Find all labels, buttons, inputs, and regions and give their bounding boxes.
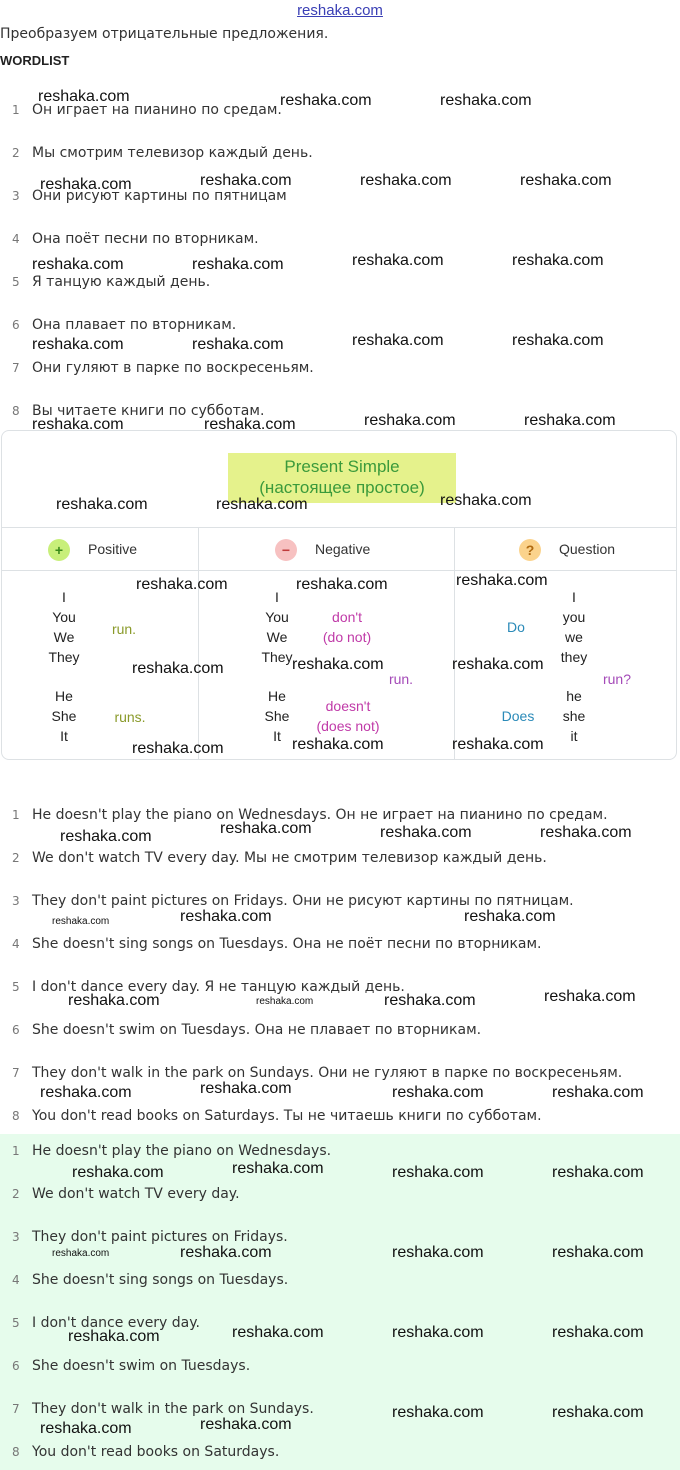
watermark: reshaka.com xyxy=(68,992,160,1009)
watermark: reshaka.com xyxy=(192,336,284,353)
item-text: She doesn't swim on Tuesdays. Она не плавает по вторникам. xyxy=(32,1022,482,1038)
positive-label: Positive xyxy=(88,541,138,557)
watermark: reshaka.com xyxy=(392,1084,484,1101)
watermark: reshaka.com xyxy=(200,172,292,189)
item-number: 3 xyxy=(12,1230,20,1244)
item-text: Я танцую каждый день. xyxy=(32,274,211,290)
item-text: They don't paint pictures on Fridays. xyxy=(32,1229,288,1245)
watermark: reshaka.com xyxy=(232,1160,324,1177)
question-header xyxy=(519,539,659,563)
item-text: You don't read books on Saturdays. Ты не читаешь книги по субботам. xyxy=(32,1108,542,1124)
watermark: reshaka.com xyxy=(40,1084,132,1101)
verb-run: run. xyxy=(111,621,137,637)
question-icon: ? xyxy=(519,539,541,561)
watermark: reshaka.com xyxy=(452,656,544,673)
item-text: I don't dance every day. Я не танцую каждый день. xyxy=(32,979,405,995)
doesnt-form: doesn't (does not) xyxy=(316,698,380,734)
pronoun-group: he she it xyxy=(562,688,586,744)
watermark: reshaka.com xyxy=(132,740,224,757)
watermark: reshaka.com xyxy=(32,336,124,353)
watermark: reshaka.com xyxy=(40,1420,132,1437)
item-number: 5 xyxy=(12,1316,20,1330)
item-text: She doesn't sing songs on Tuesdays. Она не поёт песни по вторникам. xyxy=(32,936,542,952)
item-number: 4 xyxy=(12,937,20,951)
watermark: reshaka.com xyxy=(392,1404,484,1421)
watermark: reshaka.com xyxy=(200,1080,292,1097)
item-text: We don't watch TV every day. Мы не смотрим телевизор каждый день. xyxy=(32,850,547,866)
do-auxiliary: Do xyxy=(507,619,525,635)
watermark: reshaka.com xyxy=(180,908,272,925)
watermark: reshaka.com xyxy=(256,996,314,1007)
pronoun-group: He She It xyxy=(264,688,290,744)
does-auxiliary: Does xyxy=(501,708,535,724)
watermark: reshaka.com xyxy=(440,92,532,109)
pronoun-group: He She It xyxy=(51,688,77,744)
watermark: reshaka.com xyxy=(136,576,228,593)
item-text: I don't dance every day. xyxy=(32,1315,200,1331)
watermark: reshaka.com xyxy=(524,412,616,429)
item-number: 5 xyxy=(12,275,20,289)
item-number: 6 xyxy=(12,1359,20,1373)
watermark: reshaka.com xyxy=(52,916,110,927)
verb-run: run. xyxy=(388,671,414,687)
divider xyxy=(2,527,676,528)
item-number: 8 xyxy=(12,1445,20,1459)
watermark: reshaka.com xyxy=(72,1164,164,1181)
divider xyxy=(454,527,455,759)
item-text: Она поёт песни по вторникам. xyxy=(32,231,259,247)
item-number: 2 xyxy=(12,851,20,865)
item-text: Они рисуют картины по пятницам xyxy=(32,188,287,204)
watermark: reshaka.com xyxy=(216,496,308,513)
pronoun-group: I You We They xyxy=(261,589,293,665)
watermark: reshaka.com xyxy=(452,736,544,753)
item-number: 3 xyxy=(12,189,20,203)
item-number: 7 xyxy=(12,1066,20,1080)
task-instruction: Преобразуем отрицательные предложения. xyxy=(0,26,329,42)
watermark: reshaka.com xyxy=(440,492,532,509)
watermark: reshaka.com xyxy=(552,1084,644,1101)
watermark: reshaka.com xyxy=(32,256,124,273)
item-text: He doesn't play the piano on Wednesdays. xyxy=(32,1143,332,1159)
watermark: reshaka.com xyxy=(512,332,604,349)
item-text: They don't walk in the park on Sundays. xyxy=(32,1401,314,1417)
watermark: reshaka.com xyxy=(60,828,152,845)
item-text: Вы читаете книги по субботам. xyxy=(32,403,265,419)
watermark: reshaka.com xyxy=(392,1244,484,1261)
watermark: reshaka.com xyxy=(384,992,476,1009)
item-number: 8 xyxy=(12,404,20,418)
watermark: reshaka.com xyxy=(392,1324,484,1341)
item-number: 8 xyxy=(12,1109,20,1123)
question-label: Question xyxy=(559,541,616,557)
item-number: 6 xyxy=(12,318,20,332)
watermark: reshaka.com xyxy=(232,1324,324,1341)
watermark: reshaka.com xyxy=(352,332,444,349)
watermark: reshaka.com xyxy=(552,1164,644,1181)
watermark: reshaka.com xyxy=(180,1244,272,1261)
item-text: She doesn't sing songs on Tuesdays. xyxy=(32,1272,289,1288)
item-number: 2 xyxy=(12,1187,20,1201)
wordlist-link[interactable]: WORDLIST xyxy=(0,53,70,68)
item-number: 7 xyxy=(12,1402,20,1416)
item-number: 6 xyxy=(12,1023,20,1037)
item-text: We don't watch TV every day. xyxy=(32,1186,240,1202)
watermark: reshaka.com xyxy=(552,1404,644,1421)
title-line-1: Present Simple xyxy=(284,457,400,476)
watermark: reshaka.com xyxy=(464,908,556,925)
verb-run-question: run? xyxy=(602,671,632,687)
item-number: 7 xyxy=(12,361,20,375)
watermark: reshaka.com xyxy=(68,1328,160,1345)
watermark: reshaka.com xyxy=(280,92,372,109)
item-number: 1 xyxy=(12,1144,20,1158)
watermark: reshaka.com xyxy=(220,820,312,837)
watermark: reshaka.com xyxy=(540,824,632,841)
item-text: Он играет на пианино по средам. xyxy=(32,102,282,118)
watermark: reshaka.com xyxy=(200,1416,292,1433)
watermark: reshaka.com xyxy=(38,88,130,105)
verb-runs: runs. xyxy=(114,709,146,725)
dont-form: don't (do not) xyxy=(322,609,372,645)
item-text: Она плавает по вторникам. xyxy=(32,317,237,333)
watermark: reshaka.com xyxy=(292,736,384,753)
watermark: reshaka.com xyxy=(380,824,472,841)
divider xyxy=(2,570,676,571)
watermark: reshaka.com xyxy=(296,576,388,593)
present-simple-table xyxy=(1,430,677,760)
watermark: reshaka.com xyxy=(52,1248,110,1259)
watermark: reshaka.com xyxy=(552,1324,644,1341)
watermark: reshaka.com xyxy=(56,496,148,513)
watermark: reshaka.com xyxy=(192,256,284,273)
divider xyxy=(198,527,199,759)
watermark: reshaka.com xyxy=(40,176,132,193)
watermark: reshaka.com xyxy=(512,252,604,269)
watermark: reshaka.com xyxy=(456,572,548,589)
item-text: He doesn't play the piano on Wednesdays. Он не играет на пианино по средам. xyxy=(32,807,608,823)
minus-icon: − xyxy=(275,539,297,561)
item-number: 1 xyxy=(12,808,20,822)
watermark: reshaka.com xyxy=(132,660,224,677)
item-number: 2 xyxy=(12,146,20,160)
negative-header xyxy=(275,539,415,563)
item-number: 3 xyxy=(12,894,20,908)
item-text: She doesn't swim on Tuesdays. xyxy=(32,1358,251,1374)
watermark: reshaka.com xyxy=(32,416,124,433)
watermark: reshaka.com xyxy=(392,1164,484,1181)
item-text: Мы смотрим телевизор каждый день. xyxy=(32,145,313,161)
watermark: reshaka.com xyxy=(364,412,456,429)
watermark: reshaka.com xyxy=(360,172,452,189)
item-number: 1 xyxy=(12,103,20,117)
watermark: reshaka.com xyxy=(352,252,444,269)
site-link[interactable]: reshaka.com xyxy=(297,2,383,19)
title-line-2: (настоящее простое) xyxy=(259,478,425,497)
watermark: reshaka.com xyxy=(544,988,636,1005)
item-text: Они гуляют в парке по воскресеньям. xyxy=(32,360,314,376)
item-text: You don't read books on Saturdays. xyxy=(32,1444,280,1460)
positive-header xyxy=(48,539,188,563)
watermark: reshaka.com xyxy=(292,656,384,673)
item-number: 4 xyxy=(12,1273,20,1287)
item-text: They don't paint pictures on Fridays. Они не рисуют картины по пятницам. xyxy=(32,893,574,909)
watermark: reshaka.com xyxy=(204,416,296,433)
pronoun-group: I you we they xyxy=(560,589,588,665)
item-number: 5 xyxy=(12,980,20,994)
pronoun-group: I You We They xyxy=(48,589,80,665)
watermark: reshaka.com xyxy=(552,1244,644,1261)
item-number: 4 xyxy=(12,232,20,246)
negative-label: Negative xyxy=(315,541,371,557)
item-text: They don't walk in the park on Sundays. Они не гуляют в парке по воскресеньям. xyxy=(32,1065,623,1081)
plus-icon: + xyxy=(48,539,70,561)
watermark: reshaka.com xyxy=(520,172,612,189)
